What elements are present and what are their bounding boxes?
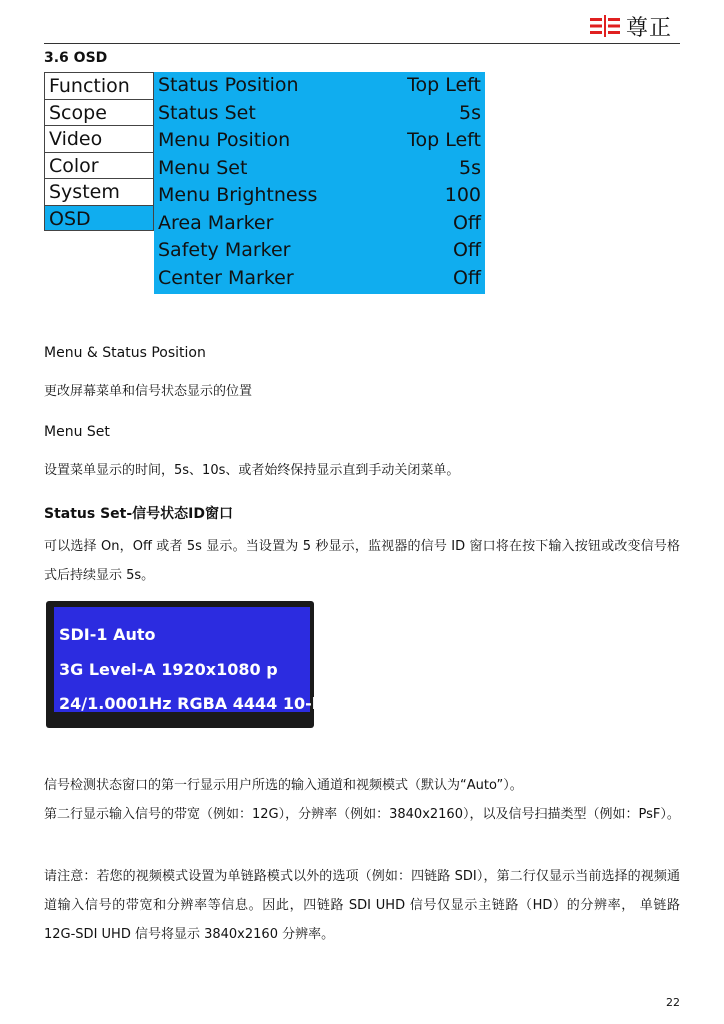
setting-value: Top Left [407, 74, 481, 96]
setting-value: Off [452, 266, 481, 289]
status-line-input: SDI-1 Auto [59, 625, 156, 644]
sidebar-item-osd: OSD [44, 205, 154, 232]
heading-menu-status-position: Menu & Status Position [44, 345, 206, 361]
setting-row-status-position [154, 72, 485, 100]
brand-logo-text: 尊正 [625, 15, 672, 41]
setting-value: Off [452, 239, 481, 261]
setting-label: Area Marker [158, 211, 274, 234]
status-id-window-screenshot [46, 601, 337, 728]
setting-value: Off [452, 211, 481, 234]
setting-label: Center Marker [158, 266, 294, 289]
setting-label: Menu Brightness [158, 184, 318, 206]
status-line-format: 3G Level-A 1920x1080 p [59, 659, 278, 679]
setting-row-center-marker [154, 265, 485, 293]
setting-value: 5s [459, 101, 481, 124]
osd-settings-panel [154, 72, 485, 294]
sidebar-item-video: Video [44, 125, 154, 152]
setting-label: Status Set [158, 101, 256, 124]
setting-label: Safety Marker [158, 239, 291, 261]
paragraph-note: 请注意：若您的视频模式设置为单链路模式以外的选项（例如：四链路 SDI），第二行仅显示当前选择的视频通道输入信号的带宽和分辨率等信息。因此，四链路 SDI UHD 信号仅显示主链路（HD）的分辨率， 单链路 12G-SDI UHD 信号将显示 3840x2160 分辨率。 [44, 869, 680, 942]
brand-logo-icon [590, 15, 620, 37]
sidebar-item-system: System [44, 178, 154, 205]
paragraph-first-line: 信号检测状态窗口的第一行显示用户所选的输入通道和视频模式（默认为“Auto”）。 [44, 778, 523, 793]
brand-logo [590, 10, 672, 42]
setting-row-menu-position [154, 127, 485, 155]
sidebar-item-scope: Scope [44, 99, 154, 126]
status-id-window [54, 607, 337, 713]
sidebar-item-color: Color [44, 152, 154, 179]
setting-value: Top Left [407, 129, 481, 151]
setting-value: 100 [444, 184, 481, 206]
setting-row-menu-brightness [154, 182, 485, 210]
body-menu-set: 设置菜单显示的时间，5s、10s、或者始终保持显示直到手动关闭菜单。 [44, 463, 460, 478]
setting-label: Menu Position [158, 129, 291, 151]
status-line-rate: 24/1.0001Hz RGBA 4444 10-bit [59, 694, 337, 713]
setting-row-area-marker [154, 210, 485, 238]
setting-value: 5s [459, 156, 481, 179]
page-number: 22 [666, 996, 680, 1009]
paragraph-second-line: 第二行显示输入信号的带宽（例如：12G），分辨率（例如：3840x2160），以及信号扫描类型（例如：PsF）。 [44, 807, 680, 822]
setting-row-safety-marker [154, 237, 485, 265]
section-title: 3.6 OSD [44, 50, 108, 66]
body-status-set: 可以选择 On，Off 或者 5s 显示。当设置为 5 秒显示，监视器的信号 ID 窗口将在按下输入按钮或改变信号格式后持续显示 5s。 [44, 539, 680, 583]
heading-menu-set: Menu Set [44, 424, 110, 440]
body-menu-status-position: 更改屏幕菜单和信号状态显示的位置 [44, 384, 253, 399]
osd-sidebar [44, 72, 154, 231]
setting-label: Status Position [158, 74, 299, 96]
setting-label: Menu Set [158, 156, 248, 179]
setting-row-menu-set [154, 155, 485, 183]
heading-status-set: Status Set-信号状态ID窗口 [44, 506, 233, 522]
sidebar-item-function: Function [44, 72, 154, 99]
setting-row-status-set [154, 100, 485, 128]
header-divider [44, 43, 680, 44]
